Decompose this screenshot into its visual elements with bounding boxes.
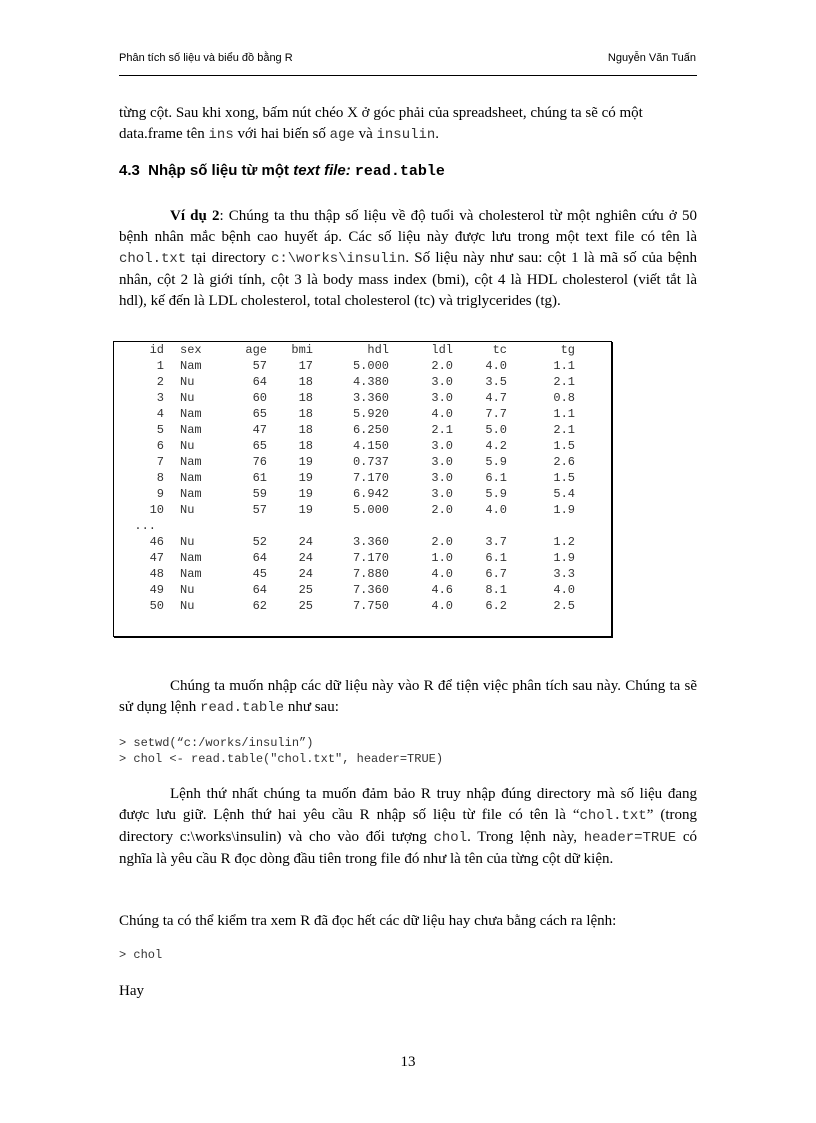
- table-cell: 1: [156, 359, 164, 373]
- table-cell: Nam: [180, 471, 202, 485]
- table-cell: 25: [298, 583, 313, 597]
- data-table: [114, 342, 577, 614]
- code-header-true: header=TRUE: [583, 830, 677, 846]
- section-command: read.table: [354, 163, 445, 180]
- table-cell: 1.1: [553, 359, 575, 373]
- table-cell: 18: [298, 375, 313, 389]
- table-cell: 6.2: [485, 599, 507, 613]
- para2-text: như sau:: [284, 699, 339, 715]
- table-cell: 4.6: [431, 583, 453, 597]
- section-heading: [119, 162, 445, 180]
- table-cell: 64: [252, 551, 267, 565]
- table-cell: 3.0: [431, 455, 453, 469]
- table-cell: 2: [156, 375, 164, 389]
- code-line-setwd: > setwd(“c:/works/insulin”): [119, 736, 314, 750]
- table-cell: 3.0: [431, 471, 453, 485]
- column-header-id: id: [149, 343, 164, 357]
- table-cell: 1.0: [431, 551, 453, 565]
- code-line-read-table: > chol <- read.table("chol.txt", header=TRUE): [119, 752, 444, 766]
- table-cell: 46: [149, 535, 164, 549]
- column-header-sex: sex: [180, 343, 202, 357]
- table-cell: 5.4: [553, 487, 575, 501]
- table-cell: 4.150: [352, 439, 389, 453]
- table-cell: 64: [252, 583, 267, 597]
- table-cell: 5.920: [352, 407, 389, 421]
- table-row: [114, 358, 577, 374]
- table-cell: 7.360: [352, 583, 389, 597]
- table-cell: 1.9: [553, 503, 575, 517]
- table-cell: 3.360: [352, 391, 389, 405]
- code-block-setwd: [119, 735, 443, 767]
- table-cell: 4.0: [431, 407, 453, 421]
- table-cell: 3.0: [431, 439, 453, 453]
- table-cell: 45: [252, 567, 267, 581]
- table-cell: 24: [298, 535, 313, 549]
- page-number: 13: [400, 1054, 416, 1070]
- table-cell: 3.3: [553, 567, 575, 581]
- para3-text: Lệnh thứ nhất chúng ta muốn đảm bảo R truy nhập đúng directory mà số liệu đang được lưu giữ. Lệnh thứ hai yêu cầu R nhập số liệu từ file có tên là “: [119, 786, 697, 823]
- table-cell: 3.0: [431, 391, 453, 405]
- table-row: [114, 422, 577, 438]
- table-cell: 2.5: [553, 599, 575, 613]
- intro-text: data.frame tên: [119, 126, 209, 142]
- table-cell: 65: [252, 439, 267, 453]
- table-cell: 50: [149, 599, 164, 613]
- column-header-tc: tc: [492, 343, 507, 357]
- table-cell: 4.7: [485, 391, 507, 405]
- check-paragraph: [119, 911, 697, 932]
- table-cell: Nu: [180, 599, 195, 613]
- table-cell: 2.1: [553, 423, 575, 437]
- table-cell: 48: [149, 567, 164, 581]
- table-cell: 76: [252, 455, 267, 469]
- table-cell: 4.2: [485, 439, 507, 453]
- code-age: age: [329, 127, 355, 143]
- table-cell: 25: [298, 599, 313, 613]
- table-cell: 65: [252, 407, 267, 421]
- table-cell: Nam: [180, 407, 202, 421]
- table-cell: 49: [149, 583, 164, 597]
- table-cell: 7.880: [352, 567, 389, 581]
- code-chol: chol: [433, 830, 468, 846]
- table-row: [114, 438, 577, 454]
- table-row: [114, 374, 577, 390]
- table-cell: 1.2: [553, 535, 575, 549]
- table-row: [114, 550, 577, 566]
- para3-text: . Trong lệnh này,: [467, 829, 584, 845]
- table-cell: 6.7: [485, 567, 507, 581]
- table-cell: Nam: [180, 551, 202, 565]
- table-row: [114, 534, 577, 550]
- table-cell: Nu: [180, 391, 195, 405]
- example-paragraph: [119, 206, 697, 312]
- table-cell: Nam: [180, 359, 202, 373]
- table-cell: 19: [298, 471, 313, 485]
- table-cell: 3.360: [352, 535, 389, 549]
- table-cell: 2.1: [431, 423, 453, 437]
- table-cell: 57: [252, 359, 267, 373]
- column-header-tg: tg: [560, 343, 575, 357]
- table-cell: 4.0: [431, 599, 453, 613]
- table-cell: 6.1: [485, 551, 507, 565]
- table-cell: Nu: [180, 535, 195, 549]
- section-title-italic: text file:: [293, 162, 351, 179]
- explanation-paragraph: [119, 784, 697, 870]
- table-cell: 1.9: [553, 551, 575, 565]
- column-header-age: age: [245, 343, 267, 357]
- column-header-bmi: bmi: [291, 343, 313, 357]
- code-read-table: read.table: [200, 700, 285, 716]
- hay-text: Hay: [119, 983, 144, 999]
- table-cell: 2.0: [431, 359, 453, 373]
- table-cell: 5.0: [485, 423, 507, 437]
- table-row: [114, 566, 577, 582]
- table-row: [114, 502, 577, 518]
- table-cell: 1.5: [553, 471, 575, 485]
- table-cell: 10: [149, 503, 164, 517]
- table-cell: 3: [156, 391, 164, 405]
- table-cell: 2.1: [553, 375, 575, 389]
- table-cell: 3.7: [485, 535, 507, 549]
- table-cell: 6.250: [352, 423, 389, 437]
- code-chol-txt: chol.txt: [119, 251, 187, 267]
- table-cell: 57: [252, 503, 267, 517]
- code-insulin: insulin: [376, 127, 436, 143]
- code-ins: ins: [208, 127, 234, 143]
- table-cell: 2.6: [553, 455, 575, 469]
- table-row: [114, 582, 577, 598]
- table-cell: 24: [298, 567, 313, 581]
- example-label: Ví dụ 2: [170, 208, 220, 224]
- table-cell: 19: [298, 455, 313, 469]
- table-cell: 3.5: [485, 375, 507, 389]
- para3-text: có nghĩa là yêu cầu R đọc dòng đầu tiên trong file đó như là tên của từng cột dữ kiện.: [119, 829, 697, 867]
- table-cell: 18: [298, 439, 313, 453]
- table-cell: 52: [252, 535, 267, 549]
- table-cell: 4.0: [485, 503, 507, 517]
- table-cell: 7.170: [352, 551, 389, 565]
- table-cell: 3.0: [431, 487, 453, 501]
- table-cell: 5.9: [485, 455, 507, 469]
- table-cell: 17: [298, 359, 313, 373]
- table-cell: 7: [156, 455, 164, 469]
- table-cell: 64: [252, 375, 267, 389]
- table-ellipsis-row: [114, 518, 577, 534]
- table-cell: 7.7: [485, 407, 507, 421]
- table-cell: 3.0: [431, 375, 453, 389]
- intro-line-1: từng cột. Sau khi xong, bấm nút chéo X ở góc phải của spreadsheet, chúng ta sẽ có một: [119, 105, 643, 121]
- para2-text: Chúng ta muốn nhập các dữ liệu này vào R để tiện việc phân tích sau này. Chúng ta sẽ sử dụng lệnh: [119, 678, 697, 715]
- column-header-ldl: ldl: [431, 343, 453, 357]
- table-cell: 47: [149, 551, 164, 565]
- hay-paragraph: [119, 981, 697, 1002]
- table-cell: Nu: [180, 503, 195, 517]
- table-cell: 8: [156, 471, 164, 485]
- table-cell: 5.000: [352, 503, 389, 517]
- table-cell: 5.000: [352, 359, 389, 373]
- code-chol-txt: chol.txt: [579, 808, 647, 824]
- header-title: Phân tích số liệu và biểu đồ bằng R: [119, 52, 293, 64]
- table-cell: 5: [156, 423, 164, 437]
- table-cell: 8.1: [485, 583, 507, 597]
- header-author: Nguyễn Văn Tuấn: [607, 52, 696, 64]
- data-listing-box: [113, 341, 612, 637]
- code-line-chol: > chol: [119, 948, 163, 962]
- check-text: Chúng ta có thể kiểm tra xem R đã đọc hết các dữ liệu hay chưa bằng cách ra lệnh:: [119, 913, 617, 929]
- table-cell: 24: [298, 551, 313, 565]
- column-header-hdl: hdl: [367, 343, 389, 357]
- table-cell: 18: [298, 391, 313, 405]
- table-cell: Nu: [180, 439, 195, 453]
- table-cell: 5.9: [485, 487, 507, 501]
- table-cell: 4.380: [352, 375, 389, 389]
- example-text: . Số liệu này như sau: cột 1 là mã số của bệnh nhân, cột 2 là giới tính, cột 3 là body mass index (bmi), cột 4 là HDL cholesterol (viết tắt là hdl), kế đến là LDL cholesterol, total cholesterol (tc) và triglycerides (tg).: [119, 250, 697, 309]
- table-cell: 2.0: [431, 503, 453, 517]
- table-cell: Nam: [180, 455, 202, 469]
- table-row: [114, 598, 577, 614]
- intro-text: và: [354, 126, 377, 142]
- table-header-row: [114, 342, 577, 358]
- table-cell: 6.1: [485, 471, 507, 485]
- table-cell: 61: [252, 471, 267, 485]
- table-cell: Nam: [180, 567, 202, 581]
- para3-text: ” (trong directory c:\works\insulin) và cho vào đối tượng: [119, 807, 697, 845]
- table-cell: 4.0: [431, 567, 453, 581]
- table-cell: 9: [156, 487, 164, 501]
- table-cell: 19: [298, 503, 313, 517]
- table-cell: 18: [298, 423, 313, 437]
- table-cell: 60: [252, 391, 267, 405]
- table-cell: 6: [156, 439, 164, 453]
- table-cell: Nu: [180, 375, 195, 389]
- example-text: tại directory: [186, 250, 271, 266]
- section-title: 4.3 Nhập số liệu từ một: [119, 162, 294, 179]
- table-cell: 4.0: [485, 359, 507, 373]
- table-cell: 7.170: [352, 471, 389, 485]
- example-text: : Chúng ta thu thập số liệu về độ tuổi và cholesterol từ một nghiên cứu ở 50 bệnh nhân mắc bệnh cao huyết áp. Các số liệu này được lưu trong một text file có tên là: [119, 208, 697, 245]
- table-cell: 18: [298, 407, 313, 421]
- table-cell: 6.942: [352, 487, 389, 501]
- table-cell: 47: [252, 423, 267, 437]
- table-cell: 0.8: [553, 391, 575, 405]
- table-cell: 1.5: [553, 439, 575, 453]
- read-table-paragraph: [119, 676, 697, 719]
- table-cell: 4: [156, 407, 164, 421]
- intro-text: với hai biến số: [233, 126, 330, 142]
- header-divider: [119, 75, 697, 76]
- table-cell: 1.1: [553, 407, 575, 421]
- intro-text: .: [435, 126, 440, 142]
- table-cell: 2.0: [431, 535, 453, 549]
- table-cell: Nam: [180, 487, 202, 501]
- table-cell: 62: [252, 599, 267, 613]
- code-directory: c:\works\insulin: [270, 251, 406, 267]
- table-row: [114, 454, 577, 470]
- table-ellipsis: ...: [134, 519, 156, 533]
- table-row: [114, 486, 577, 502]
- table-cell: 59: [252, 487, 267, 501]
- table-row: [114, 470, 577, 486]
- table-cell: 0.737: [352, 455, 389, 469]
- table-cell: 19: [298, 487, 313, 501]
- table-row: [114, 390, 577, 406]
- table-cell: Nam: [180, 423, 202, 437]
- table-cell: 7.750: [352, 599, 389, 613]
- intro-paragraph: [119, 103, 697, 146]
- table-cell: 4.0: [553, 583, 575, 597]
- table-row: [114, 406, 577, 422]
- table-cell: Nu: [180, 583, 195, 597]
